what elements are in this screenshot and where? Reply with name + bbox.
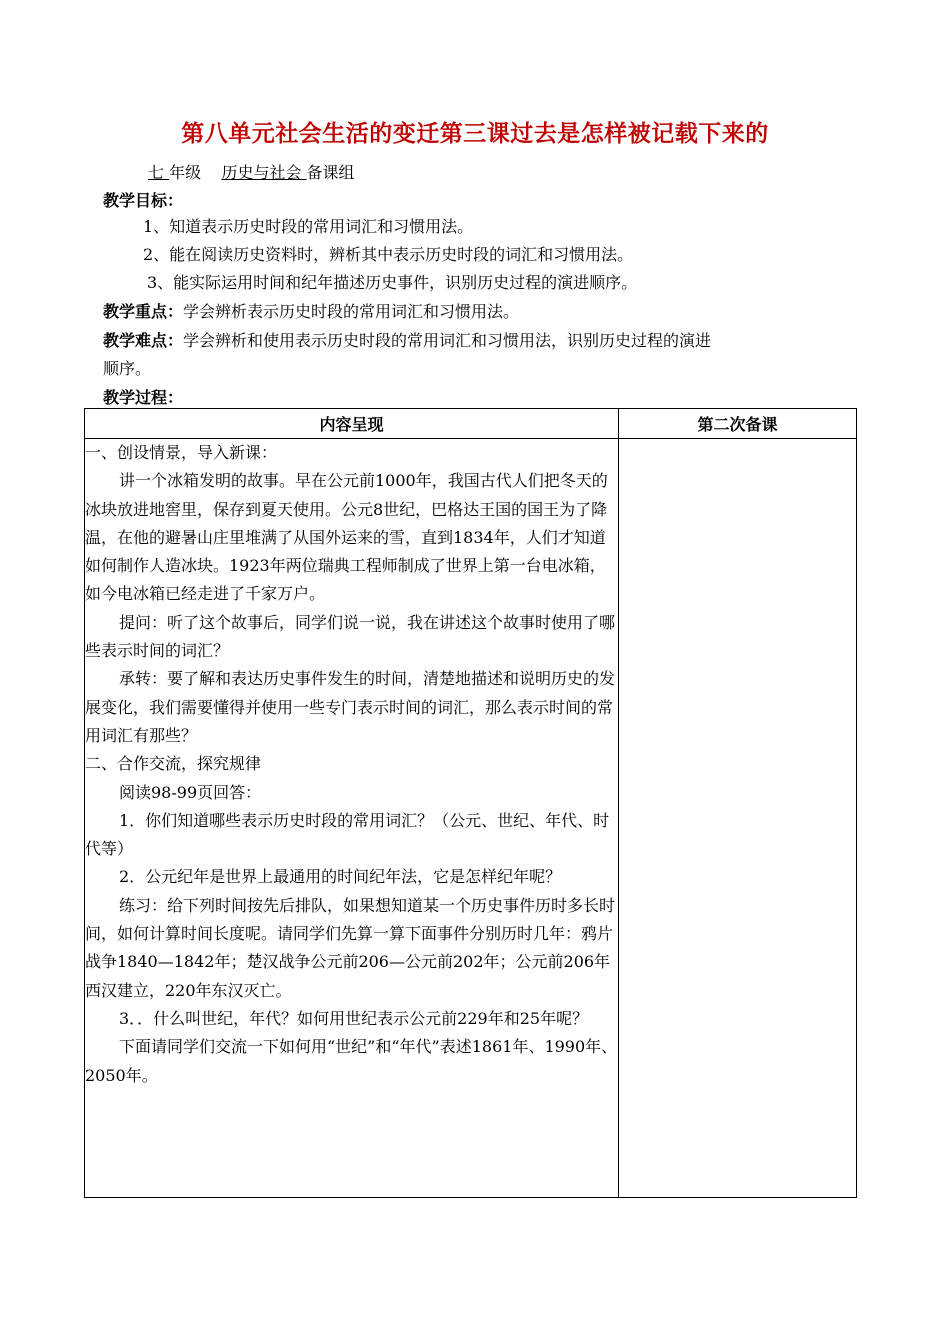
- content-paragraph: 下面请同学们交流一下如何用“世纪”和“年代”表述1861年、1990年、2050年。: [85, 1037, 618, 1085]
- objective-item: 2、能在阅读历史资料时，辨析其中表示历史时段的词汇和习惯用法。: [143, 245, 634, 264]
- process-label: 教学过程：: [103, 388, 184, 407]
- content-cell: [85, 439, 619, 1198]
- content-paragraph: 一、创设情景，导入新课：: [85, 443, 278, 462]
- objective-item: 3、能实际运用时间和纪年描述历史事件，识别历史过程的演进顺序。: [147, 273, 638, 292]
- table-header-row: [85, 409, 857, 439]
- document-title: 第八单元社会生活的变迁第三课过去是怎样被记载下来的: [181, 121, 769, 147]
- second-prep-column-header: 第二次备课: [619, 409, 857, 439]
- lesson-table: [84, 408, 857, 1198]
- grade-subject-line: [148, 160, 355, 183]
- content-paragraph: 阅读98-99页回答：: [119, 782, 262, 802]
- second-prep-cell: [619, 439, 857, 1198]
- content-paragraph: 二、合作交流，探究规律: [85, 754, 262, 774]
- difficulty-label: 教学难点：: [103, 331, 184, 350]
- content-paragraph: 3．．什么叫世纪，年代？如何用世纪表示公元前229年和25年呢？: [119, 1008, 589, 1028]
- content-paragraph: 1．你们知道哪些表示历史时段的常用词汇？（公元、世纪、年代、时代等）: [85, 810, 610, 859]
- objectives-label: 教学目标：: [103, 191, 184, 210]
- grade-value: 七: [148, 163, 170, 182]
- key-point-label: 教学重点：: [103, 302, 184, 321]
- difficulty-text-line1: 学会辨析和使用表示历史时段的常用词汇和习惯用法，识别历史过程的演进: [183, 331, 712, 350]
- table-row: [85, 439, 857, 1198]
- subject-value: 历史与社会: [221, 163, 307, 182]
- content-paragraph: 提问：听了这个故事后，同学们说一说，我在讲述这个故事时使用了哪些表示时间的词汇？: [85, 612, 616, 661]
- content-paragraph: 承转：要了解和表达历史事件发生的时间，清楚地描述和说明历史的发展变化，我们需要懂得并使用一些专门表示时间的词汇，那么表示时间的常用词汇有那些？: [85, 669, 616, 745]
- content-paragraph: 2．公元纪年是世界上最通用的时间纪年法，它是怎样纪年呢？: [119, 867, 562, 887]
- difficulty-text-line2: 顺序。: [103, 359, 152, 378]
- content-column-header: 内容呈现: [85, 409, 619, 439]
- content-paragraph: 练习：给下列时间按先后排队，如果想知道某一个历史事件历时多长时间，如何计算时间长度呢。请同学们先算一算下面事件分别历时几年：鸦片战争1840—1842年；楚汉战争公元前206—公元前202年；公元前206年西汉建立，220年东汉灭亡。: [85, 895, 616, 1000]
- key-point: [103, 299, 519, 322]
- content-paragraph: 讲一个冰箱发明的故事。早在公元前1000年，我国古代人们把冬天的冰块放进地窖里，保存到夏天使用。公元8世纪，巴格达王国的国王为了降温，在他的避暑山庄里堆满了从国外运来的雪，直到1834年，人们才知道如何制作人造冰块。1923年两位瑞典工程师制成了世界上第一台电冰箱，如今电冰箱已经走进了千家万户。: [85, 471, 608, 604]
- group-label: 备课组: [306, 163, 355, 182]
- key-point-text: 学会辨析表示历史时段的常用词汇和习惯用法。: [183, 302, 520, 321]
- grade-suffix: 年级: [169, 163, 202, 182]
- objective-item: 1、知道表示历史时段的常用词汇和习惯用法。: [143, 217, 474, 236]
- difficulty: [103, 328, 711, 351]
